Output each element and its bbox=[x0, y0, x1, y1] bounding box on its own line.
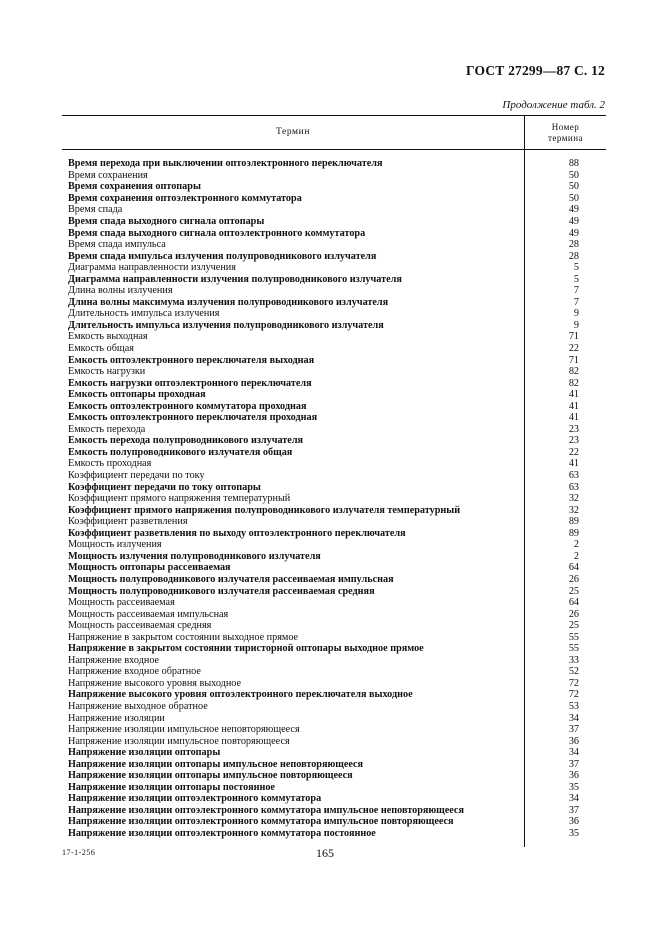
term-cell: Время перехода при выключении оптоэлектронного переключателя bbox=[68, 158, 383, 170]
term-number-cell: 9 bbox=[573, 308, 579, 320]
term-number-cell: 36 bbox=[568, 816, 579, 828]
term-cell: Напряжение изоляции оптоэлектронного коммутатора импульсное неповторяющееся bbox=[68, 804, 464, 816]
term-number-cell: 22 bbox=[568, 343, 579, 355]
term-cell: Емкость выходная bbox=[68, 331, 148, 343]
term-number-cell: 28 bbox=[568, 250, 579, 262]
term-cell: Напряжение входное обратное bbox=[68, 666, 201, 678]
term-cell: Напряжение изоляции bbox=[68, 712, 165, 724]
term-cell: Время спада выходного сигнала оптоэлектронного коммутатора bbox=[68, 227, 366, 239]
term-cell: Напряжение изоляции оптопары постоянное bbox=[68, 781, 275, 793]
term-cell: Напряжение входное bbox=[68, 654, 160, 666]
term-number-cell: 72 bbox=[568, 677, 579, 689]
term-cell: Коэффициент передачи по току оптопары bbox=[68, 481, 261, 493]
term-number-cell: 64 bbox=[568, 562, 579, 574]
term-cell: Мощность рассеиваемая средняя bbox=[68, 620, 212, 632]
term-cell: Емкость оптопары проходная bbox=[68, 389, 206, 401]
term-number-cell: 50 bbox=[568, 181, 579, 193]
term-cell: Коэффициент разветвления bbox=[68, 516, 188, 528]
term-cell: Мощность излучения полупроводникового излучателя bbox=[68, 550, 321, 562]
term-number-cell: 23 bbox=[568, 423, 579, 435]
term-number-cell: 53 bbox=[568, 700, 579, 712]
term-number-cell: 36 bbox=[568, 735, 579, 747]
term-number-cell: 63 bbox=[568, 470, 579, 482]
term-cell: Емкость общая bbox=[68, 343, 134, 355]
term-number-cell: 23 bbox=[568, 435, 579, 447]
term-cell: Длина волны максимума излучения полупроводникового излучателя bbox=[68, 296, 389, 308]
term-number-cell: 82 bbox=[568, 366, 579, 378]
term-number-cell: 22 bbox=[568, 446, 579, 458]
term-cell: Диаграмма направленности излучения bbox=[68, 262, 236, 274]
term-number-cell: 71 bbox=[568, 354, 579, 366]
term-number-cell: 89 bbox=[568, 516, 579, 528]
terms-table bbox=[62, 115, 606, 839]
term-number-cell: 25 bbox=[568, 585, 579, 597]
page-title: ГОСТ 27299—87 С. 12 bbox=[466, 63, 605, 78]
term-cell: Емкость нагрузки оптоэлектронного переключателя bbox=[68, 377, 312, 389]
term-cell: Мощность полупроводникового излучателя рассеиваемая импульсная bbox=[68, 573, 394, 585]
term-number-cell: 36 bbox=[568, 770, 579, 782]
term-cell: Емкость оптоэлектронного коммутатора проходная bbox=[68, 400, 307, 412]
term-number-cell: 33 bbox=[568, 654, 579, 666]
term-cell: Емкость проходная bbox=[68, 458, 152, 470]
term-cell: Емкость оптоэлектронного переключателя выходная bbox=[68, 354, 315, 366]
term-cell: Напряжение изоляции оптоэлектронного коммутатора постоянное bbox=[68, 827, 376, 839]
term-cell: Мощность полупроводникового излучателя рассеиваемая средняя bbox=[68, 585, 375, 597]
term-cell: Напряжение высокого уровня оптоэлектронного переключателя выходное bbox=[68, 689, 413, 701]
term-number-cell: 52 bbox=[568, 666, 579, 678]
term-cell: Диаграмма направленности излучения полупроводникового излучателя bbox=[68, 273, 402, 285]
term-number-cell: 41 bbox=[568, 389, 579, 401]
term-number-cell: 25 bbox=[568, 620, 579, 632]
table-header bbox=[62, 115, 606, 150]
term-cell: Мощность излучения bbox=[68, 539, 162, 551]
term-number-cell: 34 bbox=[568, 747, 579, 759]
term-cell: Емкость перехода bbox=[68, 423, 146, 435]
term-number-cell: 34 bbox=[568, 793, 579, 805]
term-cell: Напряжение высокого уровня выходное bbox=[68, 677, 242, 689]
term-number-cell: 5 bbox=[573, 262, 579, 274]
term-cell: Напряжение изоляции оптопары импульсное повторяющееся bbox=[68, 770, 353, 782]
term-number-cell: 9 bbox=[573, 319, 579, 331]
term-number-cell: 49 bbox=[568, 216, 579, 227]
term-cell: Коэффициент прямого напряжения температурный bbox=[68, 493, 291, 505]
term-number-cell: 32 bbox=[568, 504, 579, 516]
term-number-cell: 37 bbox=[568, 758, 579, 770]
term-cell: Время сохранения оптопары bbox=[68, 181, 201, 193]
page-number: 165 bbox=[316, 846, 334, 860]
term-number-cell: 49 bbox=[568, 204, 579, 216]
term-number-cell: 35 bbox=[568, 781, 579, 793]
table-body bbox=[62, 150, 606, 839]
term-number-cell: 26 bbox=[568, 608, 579, 620]
term-cell: Коэффициент разветвления по выходу оптоэлектронного переключателя bbox=[68, 527, 406, 539]
term-number-cell: 71 bbox=[568, 331, 579, 343]
term-number-cell: 35 bbox=[568, 827, 579, 839]
term-cell: Время спада выходного сигнала оптопары bbox=[68, 216, 265, 227]
term-number-cell: 88 bbox=[568, 158, 579, 170]
term-cell: Мощность рассеиваемая bbox=[68, 597, 175, 609]
column-header-number-line2: термина bbox=[547, 132, 584, 143]
term-cell: Напряжение в закрытом состоянии выходное прямое bbox=[68, 631, 299, 643]
term-cell: Напряжение изоляции импульсное повторяющееся bbox=[68, 735, 290, 747]
term-number-cell: 32 bbox=[568, 493, 579, 505]
table-continuation-note: Продолжение табл. 2 bbox=[502, 99, 605, 111]
term-number-cell: 50 bbox=[568, 169, 579, 181]
term-cell: Напряжение изоляции оптоэлектронного коммутатора bbox=[68, 793, 322, 805]
term-number-cell: 2 bbox=[573, 550, 579, 562]
term-number-cell: 7 bbox=[573, 285, 579, 297]
term-number-cell: 37 bbox=[568, 804, 579, 816]
term-cell: Емкость полупроводникового излучателя общая bbox=[68, 446, 293, 458]
term-number-cell: 34 bbox=[568, 712, 579, 724]
term-cell: Длина волны излучения bbox=[68, 285, 173, 297]
term-cell: Емкость оптоэлектронного переключателя проходная bbox=[68, 412, 318, 424]
column-header-number bbox=[525, 122, 606, 144]
term-number-cell: 50 bbox=[568, 192, 579, 204]
term-cell: Напряжение изоляции импульсное неповторяющееся bbox=[68, 724, 300, 736]
term-number-cell: 49 bbox=[568, 227, 579, 239]
term-cell: Время сохранения оптоэлектронного коммутатора bbox=[68, 192, 302, 204]
term-cell: Коэффициент прямого напряжения полупроводникового излучателя температурный bbox=[68, 504, 461, 516]
term-number-cell: 63 bbox=[568, 481, 579, 493]
term-cell: Мощность рассеиваемая импульсная bbox=[68, 608, 229, 620]
term-cell: Время спада импульса излучения полупроводникового излучателя bbox=[68, 250, 377, 262]
term-cell: Напряжение в закрытом состоянии тиристорной оптопары выходное прямое bbox=[68, 643, 424, 655]
term-cell: Емкость нагрузки bbox=[68, 366, 146, 378]
term-number-cell: 64 bbox=[568, 597, 579, 609]
term-cell: Напряжение изоляции оптопары импульсное неповторяющееся bbox=[68, 758, 364, 770]
column-divider bbox=[524, 150, 525, 847]
column-header-term: Термин bbox=[62, 116, 525, 149]
term-cell: Коэффициент передачи по току bbox=[68, 470, 205, 482]
term-number-cell: 2 bbox=[573, 539, 579, 551]
term-number-cell: 72 bbox=[568, 689, 579, 701]
term-cell: Время спада импульса bbox=[68, 239, 166, 251]
term-cell: Время сохранения bbox=[68, 169, 148, 181]
term-cell: Время спада bbox=[68, 204, 123, 216]
term-number-cell: 89 bbox=[568, 527, 579, 539]
term-number-cell: 5 bbox=[573, 273, 579, 285]
term-number-cell: 55 bbox=[568, 643, 579, 655]
print-code: 17-1-256 bbox=[62, 848, 96, 857]
term-number-cell: 41 bbox=[568, 458, 579, 470]
term-cell: Напряжение изоляции оптоэлектронного коммутатора импульсное повторяющееся bbox=[68, 816, 454, 828]
term-number-cell: 28 bbox=[568, 239, 579, 251]
term-cell: Емкость перехода полупроводникового излучателя bbox=[68, 435, 304, 447]
term-number-cell: 7 bbox=[573, 296, 579, 308]
term-cell: Длительность импульса излучения полупроводникового излучателя bbox=[68, 319, 384, 331]
term-cell: Длительность импульса излучения bbox=[68, 308, 220, 320]
term-number-cell: 82 bbox=[568, 377, 579, 389]
term-number-cell: 41 bbox=[568, 400, 579, 412]
term-cell: Мощность оптопары рассеиваемая bbox=[68, 562, 231, 574]
term-number-cell: 26 bbox=[568, 573, 579, 585]
term-number-cell: 41 bbox=[568, 412, 579, 424]
column-header-number-line1: Номер bbox=[551, 121, 580, 132]
term-cell: Напряжение изоляции оптопары bbox=[68, 747, 221, 759]
term-number-cell: 55 bbox=[568, 631, 579, 643]
term-cell: Напряжение выходное обратное bbox=[68, 700, 208, 712]
term-number-cell: 37 bbox=[568, 724, 579, 736]
